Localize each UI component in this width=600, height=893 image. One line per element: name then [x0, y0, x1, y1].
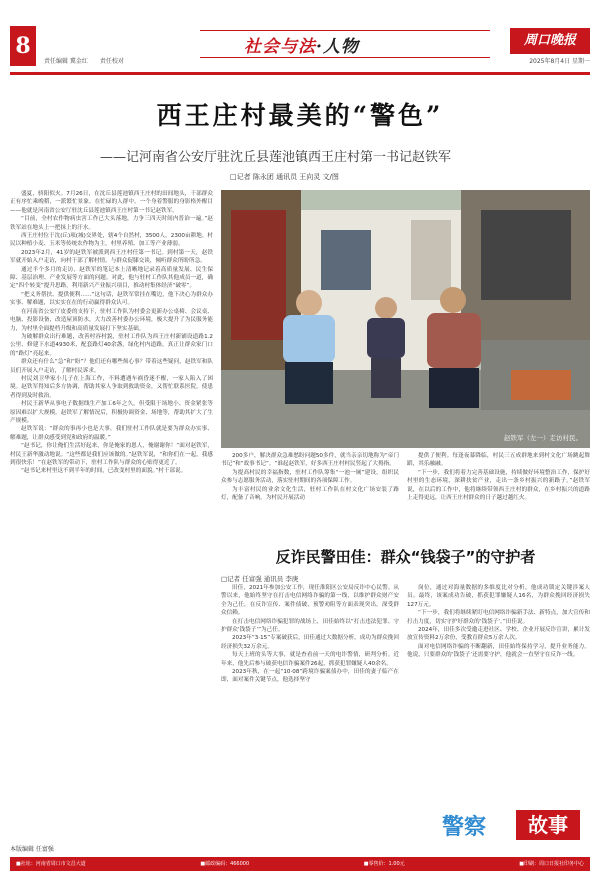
proofreader: 责任校对	[99, 58, 124, 65]
masthead	[10, 26, 590, 68]
photo-scene	[221, 190, 590, 448]
paragraph: 2023年2月，41岁的赵铁军被派到西王庄村任第一书记。到村第一天，赵铁军就开始入户走访，向村干部了解村情，与群众促膝交谈，倾听群众所盼所急。	[10, 249, 213, 265]
footer-item: ■社址：河南省周口市文昌大道	[16, 861, 86, 867]
paragraph: 提供了便利。每逢夜幕降临，村民三五成群地来到村文化广场跳起舞蹈，其乐融融。	[407, 453, 590, 468]
second-article-column-1	[221, 584, 399, 846]
page-number: 8	[10, 26, 36, 66]
stamp-right: 故事	[516, 810, 580, 840]
paragraph: 西王庄村位于沈(丘)项(城)交界处，辖4个自然村，3500人，2300亩耕地。村民以种植小麦、玉米等传统农作物为主，村里养殖、加工等产业薄弱。	[10, 233, 213, 248]
paragraph: “下一步，我们将着力完善基础设施，持续做好环境整治工作，保护好村里的生态环境，深耕扶贫产业，走出一条乡村振兴的新路子。”赵铁军说，在以后的工作中，他将继续带领西王庄村的群众，在乡村振兴的道路上走得更远，让西王庄村群众的日子越过越红火。	[407, 469, 590, 502]
column-name: ·人物	[316, 37, 359, 57]
column-title	[244, 32, 359, 57]
footer-item: ■零售价：1.00元	[363, 861, 405, 867]
paragraph: “赵书记来村里这不到半年的时间，已改变村里的面貌。”村干部说。	[21, 468, 187, 475]
article-headline: 西王庄村最美的“警色”	[156, 101, 444, 130]
paragraph: 村民王新华从事电子数据线生产加工6年之久，但受限于场地小、资金紧张等原因难以扩大规模。赵铁军了解情况后，积极协调资金、场地等，帮助其扩大了生产规模。	[10, 401, 213, 424]
stamp-left: 警察	[442, 814, 487, 840]
paragraph: 为丰富村民的业余文化生活，驻村工作队在村文化广场安装了路灯，配备了音响，为村民开展活动	[221, 486, 399, 502]
page-editor-credit: 本版编辑 任富强	[10, 846, 54, 853]
paragraph: 盛夏，骄阳似火。7月26日，在沈丘县莲池镇西王庄村的田间地头，干部群众正有序忙乘晚稻，一派繁忙景象。在忙碌的人群中，一个身着警服的身影格外醒目——他就是河南省公安厅驻沈丘县莲池镇西王庄村第一书记赵铁军。	[10, 191, 213, 214]
page-footer	[10, 857, 590, 871]
article-column-2	[221, 452, 399, 532]
paragraph: 田佳，2021年参加公安工作，现任淮阳区公安局反诈中心民警。从警以来，他始终坚守在打击电信网络诈骗的第一线，以维护群众财产安全为己任，在反诈宣传、案件侦破、预警劝阻等方面表现突出，深受群众信赖。	[221, 585, 399, 617]
paragraph: “下一步，我们将继续紧盯电信网络诈骗新手法、新特点，加大宣传和打击力度，切实守护好群众的‘钱袋子’。”田佳说。	[407, 610, 590, 625]
paragraph: 2023年秋，在一起“10·08”跨境诈骗案侦办中，田佳的妻子临产在即，面对案件关键节点，他选择坚守	[221, 669, 399, 684]
paragraph: 为破解群众出行难题，改善村容村貌，驻村工作队为西王庄村新铺设道路1.2公里、修建下水道4930米，配套路灯40余盏，绿化村内道路，真正让群众家门口的“路灯”亮起来。	[10, 333, 213, 357]
paragraph: 通过半个多月的走访，赵铁军的笔记本上清晰地记录着高质量发展、民生保障、基层治理、产业发展等方面的问题。对此，他与驻村工作队其他成员一道，确定“四个转变”提升思路，利用新兴产业振兴项目，推动村集体经济“破零”。	[10, 266, 213, 290]
editor: 责任编辑 冀金红	[44, 58, 88, 65]
footer-item: ■印刷：周口日报社印务中心	[519, 861, 584, 867]
paragraph: 200多户，解决群众急难愁盼问题50多件，就当亲亲切地称为“帝门书记”和“故事书记”。“谁起赵铁军，好多西王庄村村民竖起了大拇指。	[221, 453, 399, 468]
column-prefix: 社会与法	[244, 37, 316, 57]
article-column-3	[407, 452, 590, 532]
paragraph: 村民刘卫华家小儿子在上海工作，不料遭遇车祸昏迷不醒，一家人陷入了困境。赵铁军得知后多方协调，帮助其家人争取到救助资金，又帮忙联系医院，使患者得到及时救治。	[10, 375, 213, 399]
article-column-1	[10, 190, 213, 843]
paragraph: 在打击电信网络诈骗犯罪的战场上，田佳始终以“打击违法犯罪、守护群众‘钱袋子’”为己任。	[221, 618, 399, 634]
paragraph: 面对电信网络诈骗的不断翻新，田佳始终保持学习，提升业务能力。他说，只要群众的‘钱袋子’还需要守护，他就会一直坚守在反诈一线。	[407, 643, 590, 659]
second-article-byline: □记者 任富强 通讯员 李庚	[221, 575, 299, 583]
paragraph: 2024年，田佳多次受邀走进社区、学校、企业开展反诈宣讲，累计发放宣传资料2万余份，受教育群众5万余人次。	[407, 627, 590, 642]
article-byline: □记者 陈永团 通讯员 王向灵 文/图	[230, 173, 339, 181]
paragraph: “目前，全村农作物病虫害工作已大头落地，力争三四天时间内普治一遍。”赵铁军站在地头上一把抹上的汗水。	[10, 216, 213, 231]
paragraph: 群众还有什么“急”和“盼”？他们还有哪些烦心事？带着这些疑问，赵铁军和队员们开展入户走访，了解村民诉求。	[10, 359, 213, 374]
issue-date: 2025年8月4日 星期一	[529, 58, 590, 65]
paragraph: “赵书记，你让俺们生活好起来，你是俺家的恩人，俺谢谢你！”面对赵铁军，村民王新华激动地说。“这些都是我们应该做的。”赵铁军说，“和你们在一起，我感到很快乐！”在赵铁军的带动下，驻村工作队与群众的心贴得更近了。	[10, 443, 213, 466]
paragraph: 每天上班的头等大事，就是查看前一天的电诈警情，研判分析。近年来，他先后参与破获电信诈骗案件26起，抓获犯罪嫌疑人40余名。	[221, 652, 399, 667]
footer-item: ■邮政编码：466000	[200, 861, 250, 867]
paragraph: 2023年“3·15”专案破获后，田佳通过大数据分析，成功为群众挽回经济损失32万余元。	[221, 635, 399, 650]
photo-caption: 赵铁军（左一）走访村民。	[504, 434, 582, 442]
article-subtitle: ——记河南省公安厅驻沈丘县莲池镇西王庄村第一书记赵铁军	[100, 150, 452, 165]
paragraph: 岗位，通过对海量数据的多维度比对分析，他成功锁定关键涉案人员。最终，该案成功告破，抓获犯罪嫌疑人16名，为群众挽回经济损失127万元。	[407, 585, 590, 608]
police-story-stamp	[438, 806, 590, 844]
second-article-title: 反诈民警田佳：群众“钱袋子”的守护者	[275, 548, 536, 566]
paragraph: “把义务帮扶、提供便利……”这句话，赵铁军常挂在嘴边，他下决心为群众办实事、解难题，以实实在在的行动赢得群众认可。	[10, 291, 213, 307]
article-photo	[221, 190, 590, 448]
paragraph: 在河南省公安厅皮委的支持下，驻村工作队为村委会更新办公桌椅、会议桌、电脑、投影设备，改造屋顶防水，大力改善村委办公环境，极大提升了为民服务能力，为村里全面提档升级和高质量发展打下坚实基础。	[10, 308, 213, 332]
paragraph: 赵铁军说：“群众的事再小也是大事，我们驻村工作队就是要为群众办实事、解难题，让群众感受到党和政府的温暖。”	[10, 426, 213, 441]
newspaper-brand: 周口晚报	[510, 28, 590, 54]
paragraph: 为提高村民的幸福指数，驻村工作队筹集“一池一厕”建设，组织民众参与志愿服务活动，落实驻村期间的各项保障工作。	[221, 469, 399, 485]
editor-line	[44, 56, 134, 65]
masthead-divider	[10, 72, 590, 75]
second-article-column-2	[407, 584, 590, 802]
